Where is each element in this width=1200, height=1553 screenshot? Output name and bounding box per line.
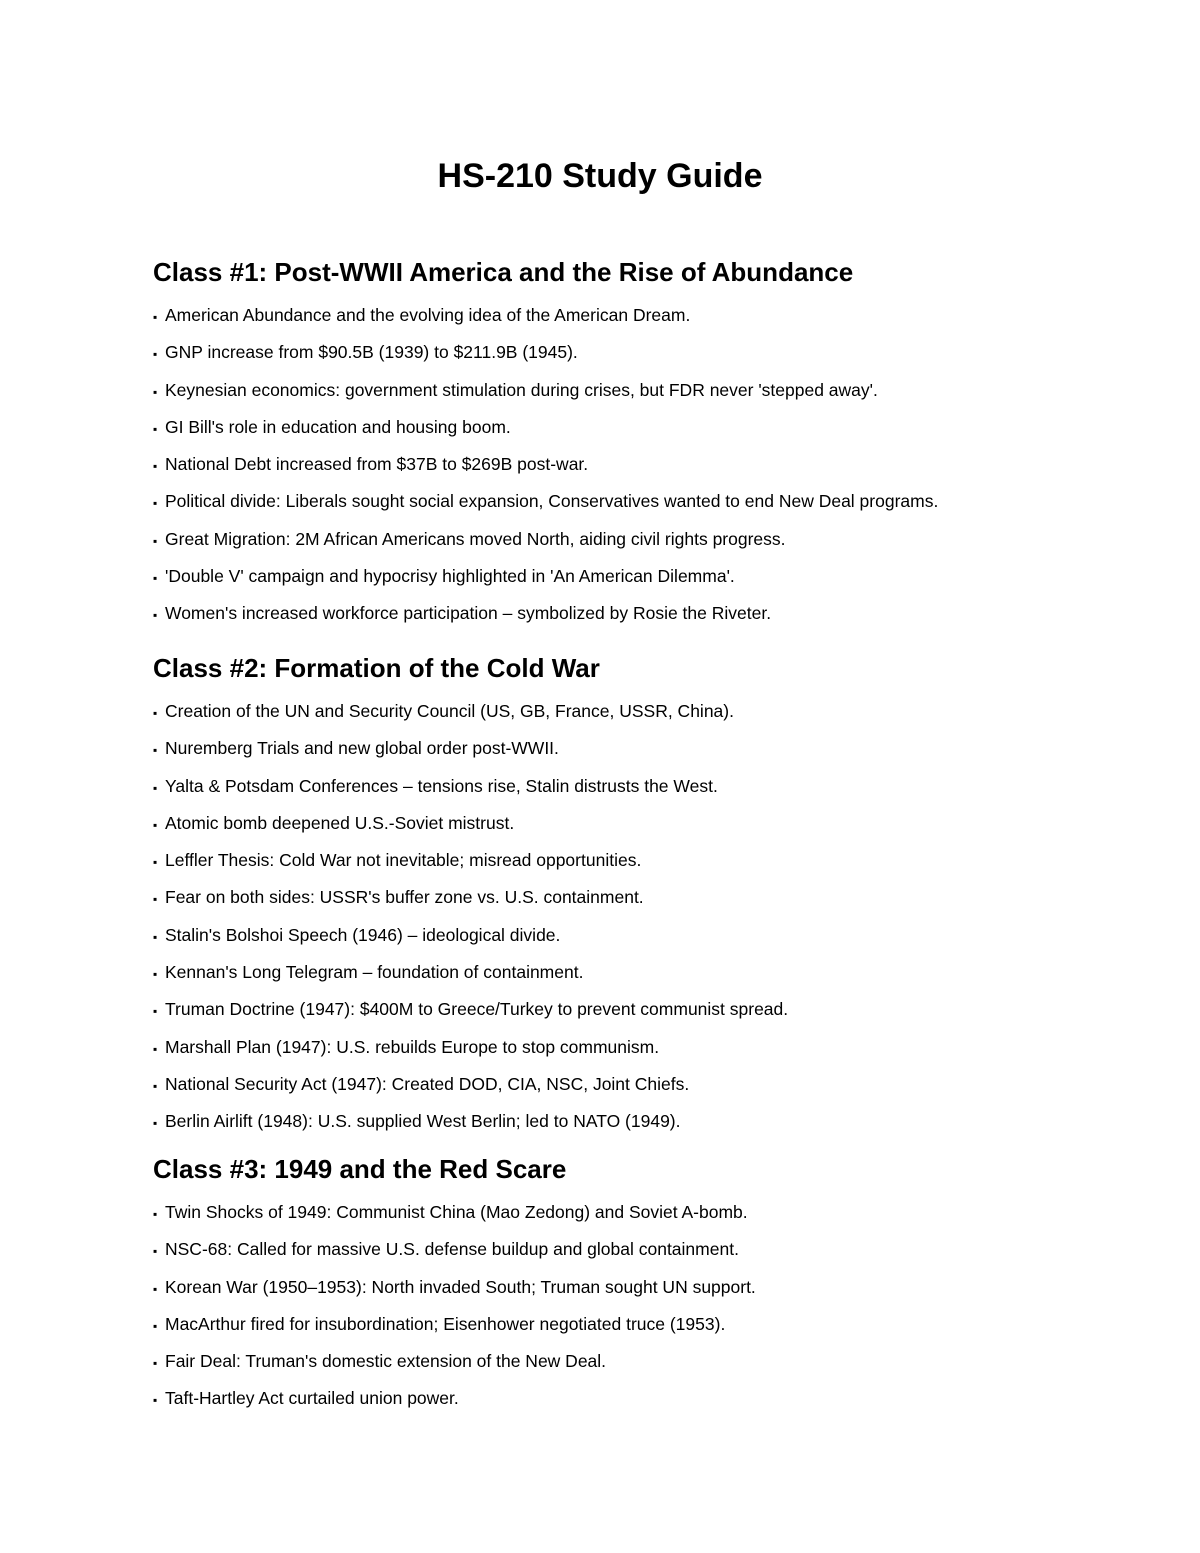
list-item-text: National Debt increased from $37B to $269B post-war. [165, 454, 589, 475]
list-item-text: MacArthur fired for insubordination; Eisenhower negotiated truce (1953). [165, 1313, 726, 1334]
list-item [153, 1344, 1133, 1381]
list-item [153, 1067, 1133, 1104]
list-item [153, 806, 1133, 843]
bullet-square-icon: ▪ [153, 929, 158, 944]
list-item-text: Berlin Airlift (1948): U.S. supplied West Berlin; led to NATO (1949). [165, 1111, 681, 1132]
list-item [153, 769, 1133, 806]
bullet-square-icon: ▪ [153, 1041, 158, 1056]
list-item [153, 1232, 1133, 1269]
list-item-text: American Abundance and the evolving idea of the American Dream. [165, 305, 691, 325]
section-class-2 [153, 651, 1133, 1142]
bullet-square-icon: ▪ [153, 1004, 158, 1019]
bullet-square-icon: ▪ [153, 459, 158, 474]
bullet-square-icon: ▪ [153, 855, 158, 870]
bullet-square-icon: ▪ [153, 817, 158, 832]
list-item-text: NSC-68: Called for massive U.S. defense buildup and global containment. [165, 1239, 739, 1260]
list-item [153, 559, 1133, 596]
list-item [153, 522, 1133, 559]
list-item-text: Political divide: Liberals sought social expansion, Conservatives wanted to end New Deal programs. [165, 491, 939, 512]
bullet-square-icon: ▪ [153, 743, 158, 758]
list-item [153, 1270, 1133, 1307]
list-item-text: Nuremberg Trials and new global order post-WWII. [165, 738, 559, 759]
bullet-square-icon: ▪ [153, 1116, 158, 1131]
list-item [153, 731, 1133, 768]
list-item [153, 596, 1133, 633]
list-item-text: 'Double V' campaign and hypocrisy highlighted in 'An American Dilemma'. [165, 566, 735, 587]
list-item-text: Kennan's Long Telegram – foundation of containment. [165, 962, 584, 983]
bullet-square-icon: ▪ [153, 706, 158, 720]
section-heading: Class #3: 1949 and the Red Scare [153, 1154, 567, 1184]
list-item [153, 373, 1133, 410]
list-item-text: Women's increased workforce participation – symbolized by Rosie the Riveter. [165, 603, 772, 624]
list-item-text: Yalta & Potsdam Conferences – tensions rise, Stalin distrusts the West. [165, 775, 718, 796]
section-heading: Class #2: Formation of the Cold War [153, 653, 600, 683]
list-item [153, 694, 1133, 731]
list-item-text: Taft-Hartley Act curtailed union power. [165, 1388, 459, 1409]
bullet-square-icon: ▪ [153, 421, 158, 436]
bullet-square-icon: ▪ [153, 892, 158, 907]
list-item [153, 1381, 1133, 1418]
bullet-square-icon: ▪ [153, 1078, 158, 1093]
list-item-text: Marshall Plan (1947): U.S. rebuilds Europe to stop communism. [165, 1036, 660, 1057]
list-item-text: Leffler Thesis: Cold War not inevitable; misread opportunities. [165, 850, 642, 871]
list-item-text: Keynesian economics: government stimulation during crises, but FDR never 'stepped away'. [165, 379, 878, 400]
list-item-text: Stalin's Bolshoi Speech (1946) – ideological divide. [165, 924, 561, 945]
bullet-square-icon: ▪ [153, 1393, 158, 1408]
list-item [153, 410, 1133, 447]
list-item [153, 918, 1133, 955]
bullet-square-icon: ▪ [153, 384, 158, 399]
bullet-square-icon: ▪ [153, 496, 158, 511]
list-item [153, 1307, 1133, 1344]
list-item [153, 1104, 1133, 1141]
bullet-square-icon: ▪ [153, 1281, 158, 1296]
bullet-list [153, 1195, 1133, 1419]
bullet-square-icon: ▪ [153, 1356, 158, 1371]
bullet-square-icon: ▪ [153, 347, 158, 362]
bullet-list [153, 694, 1133, 1142]
list-item-text: Truman Doctrine (1947): $400M to Greece/Turkey to prevent communist spread. [165, 999, 789, 1020]
list-item-text: Fair Deal: Truman's domestic extension of the New Deal. [165, 1351, 607, 1372]
list-item [153, 1195, 1133, 1232]
list-item [153, 955, 1133, 992]
bullet-square-icon: ▪ [153, 310, 158, 324]
list-item-text: Creation of the UN and Security Council (US, GB, France, USSR, China). [165, 701, 734, 721]
document-title: HS-210 Study Guide [437, 157, 763, 195]
list-item-text: Atomic bomb deepened U.S.-Soviet mistrust. [165, 812, 515, 833]
list-item [153, 992, 1133, 1029]
list-item [153, 298, 1133, 335]
bullet-square-icon: ▪ [153, 533, 158, 548]
list-item-text: GI Bill's role in education and housing boom. [165, 416, 511, 437]
bullet-square-icon: ▪ [153, 571, 158, 586]
bullet-square-icon: ▪ [153, 1207, 158, 1221]
list-item-text: Korean War (1950–1953): North invaded South; Truman sought UN support. [165, 1276, 756, 1297]
list-item [153, 484, 1133, 521]
list-item [153, 447, 1133, 484]
list-item [153, 843, 1133, 880]
section-class-3 [153, 1152, 1133, 1419]
section-heading: Class #1: Post-WWII America and the Rise of Abundance [153, 257, 854, 287]
bullet-square-icon: ▪ [153, 608, 158, 623]
bullet-square-icon: ▪ [153, 967, 158, 982]
list-item-text: National Security Act (1947): Created DOD, CIA, NSC, Joint Chiefs. [165, 1073, 690, 1094]
list-item-text: GNP increase from $90.5B (1939) to $211.9B (1945). [165, 342, 578, 363]
list-item-text: Fear on both sides: USSR's buffer zone vs. U.S. containment. [165, 887, 644, 908]
list-item [153, 335, 1133, 372]
bullet-list [153, 298, 1133, 634]
bullet-square-icon: ▪ [153, 1244, 158, 1259]
list-item [153, 1030, 1133, 1067]
bullet-square-icon: ▪ [153, 1318, 158, 1333]
list-item-text: Great Migration: 2M African Americans moved North, aiding civil rights progress. [165, 528, 786, 549]
list-item [153, 880, 1133, 917]
section-class-1 [153, 255, 1133, 634]
list-item-text: Twin Shocks of 1949: Communist China (Mao Zedong) and Soviet A-bomb. [165, 1202, 748, 1222]
bullet-square-icon: ▪ [153, 780, 158, 795]
